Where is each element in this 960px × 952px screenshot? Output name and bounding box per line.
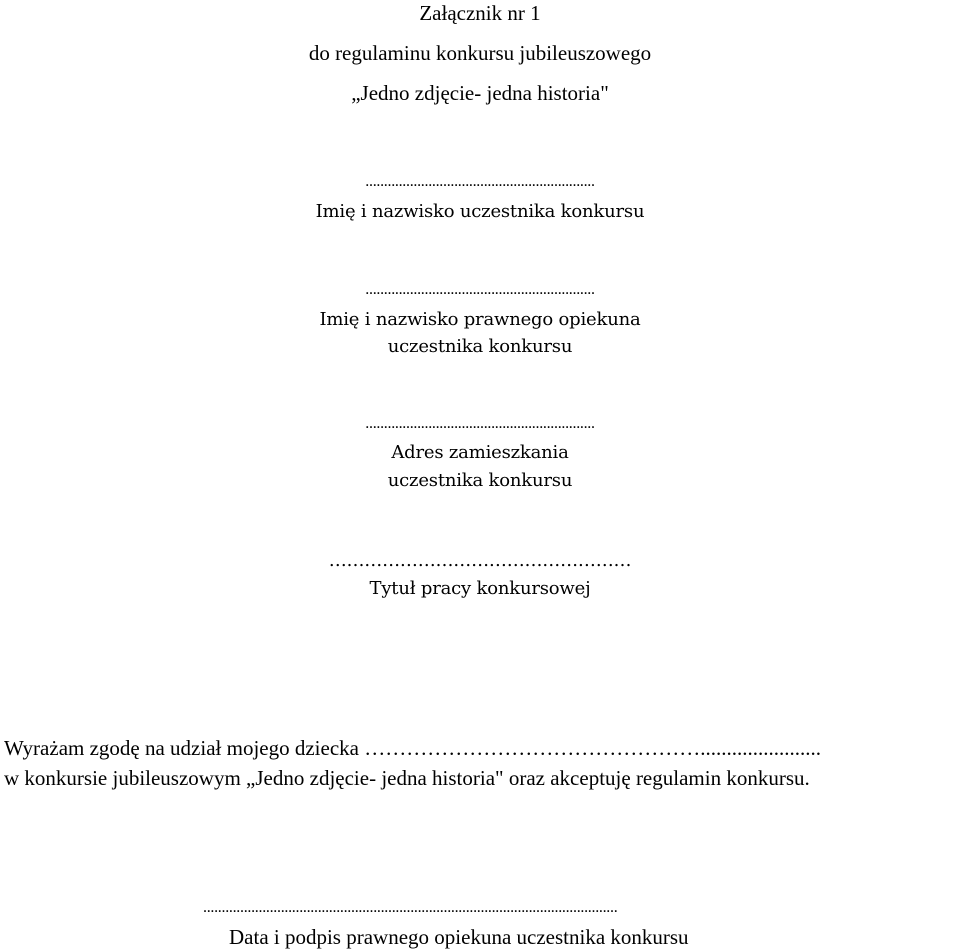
consent-line-2: w konkursie jubileuszowym „Jedno zdjęcie- jedna historia" oraz akceptuję regulamin konkursu.	[4, 766, 810, 790]
address-dots: ..............................................................	[365, 415, 595, 432]
guardian-name-label-line2: uczestnika konkursu	[387, 336, 573, 357]
guardian-name-dots: ..............................................................	[365, 281, 595, 298]
work-title-label: Tytuł pracy konkursowej	[369, 578, 591, 599]
address-label: Adres zamieszkania	[391, 442, 569, 463]
consent-line-1: Wyrażam zgodę na udział mojego dziecka ………………………………………….......................	[4, 736, 821, 760]
participant-name-label: Imię i nazwisko uczestnika konkursu	[315, 201, 645, 222]
signature-label: Data i podpis prawnego opiekuna uczestnika konkursu	[229, 925, 689, 949]
work-title-dots: ……………………………………………	[328, 550, 632, 571]
regulation-subtitle: do regulaminu konkursu jubileuszowego	[308, 41, 652, 65]
guardian-name-label: Imię i nazwisko prawnego opiekuna	[319, 309, 641, 330]
participant-name-dots: ..............................................................	[365, 173, 595, 190]
contest-name: „Jedno zdjęcie- jedna historia"	[351, 81, 609, 105]
address-label-line2: uczestnika konkursu	[387, 470, 573, 491]
annex-heading: Załącznik nr 1	[419, 1, 541, 25]
signature-dots: ................................................................................................................	[203, 899, 618, 916]
